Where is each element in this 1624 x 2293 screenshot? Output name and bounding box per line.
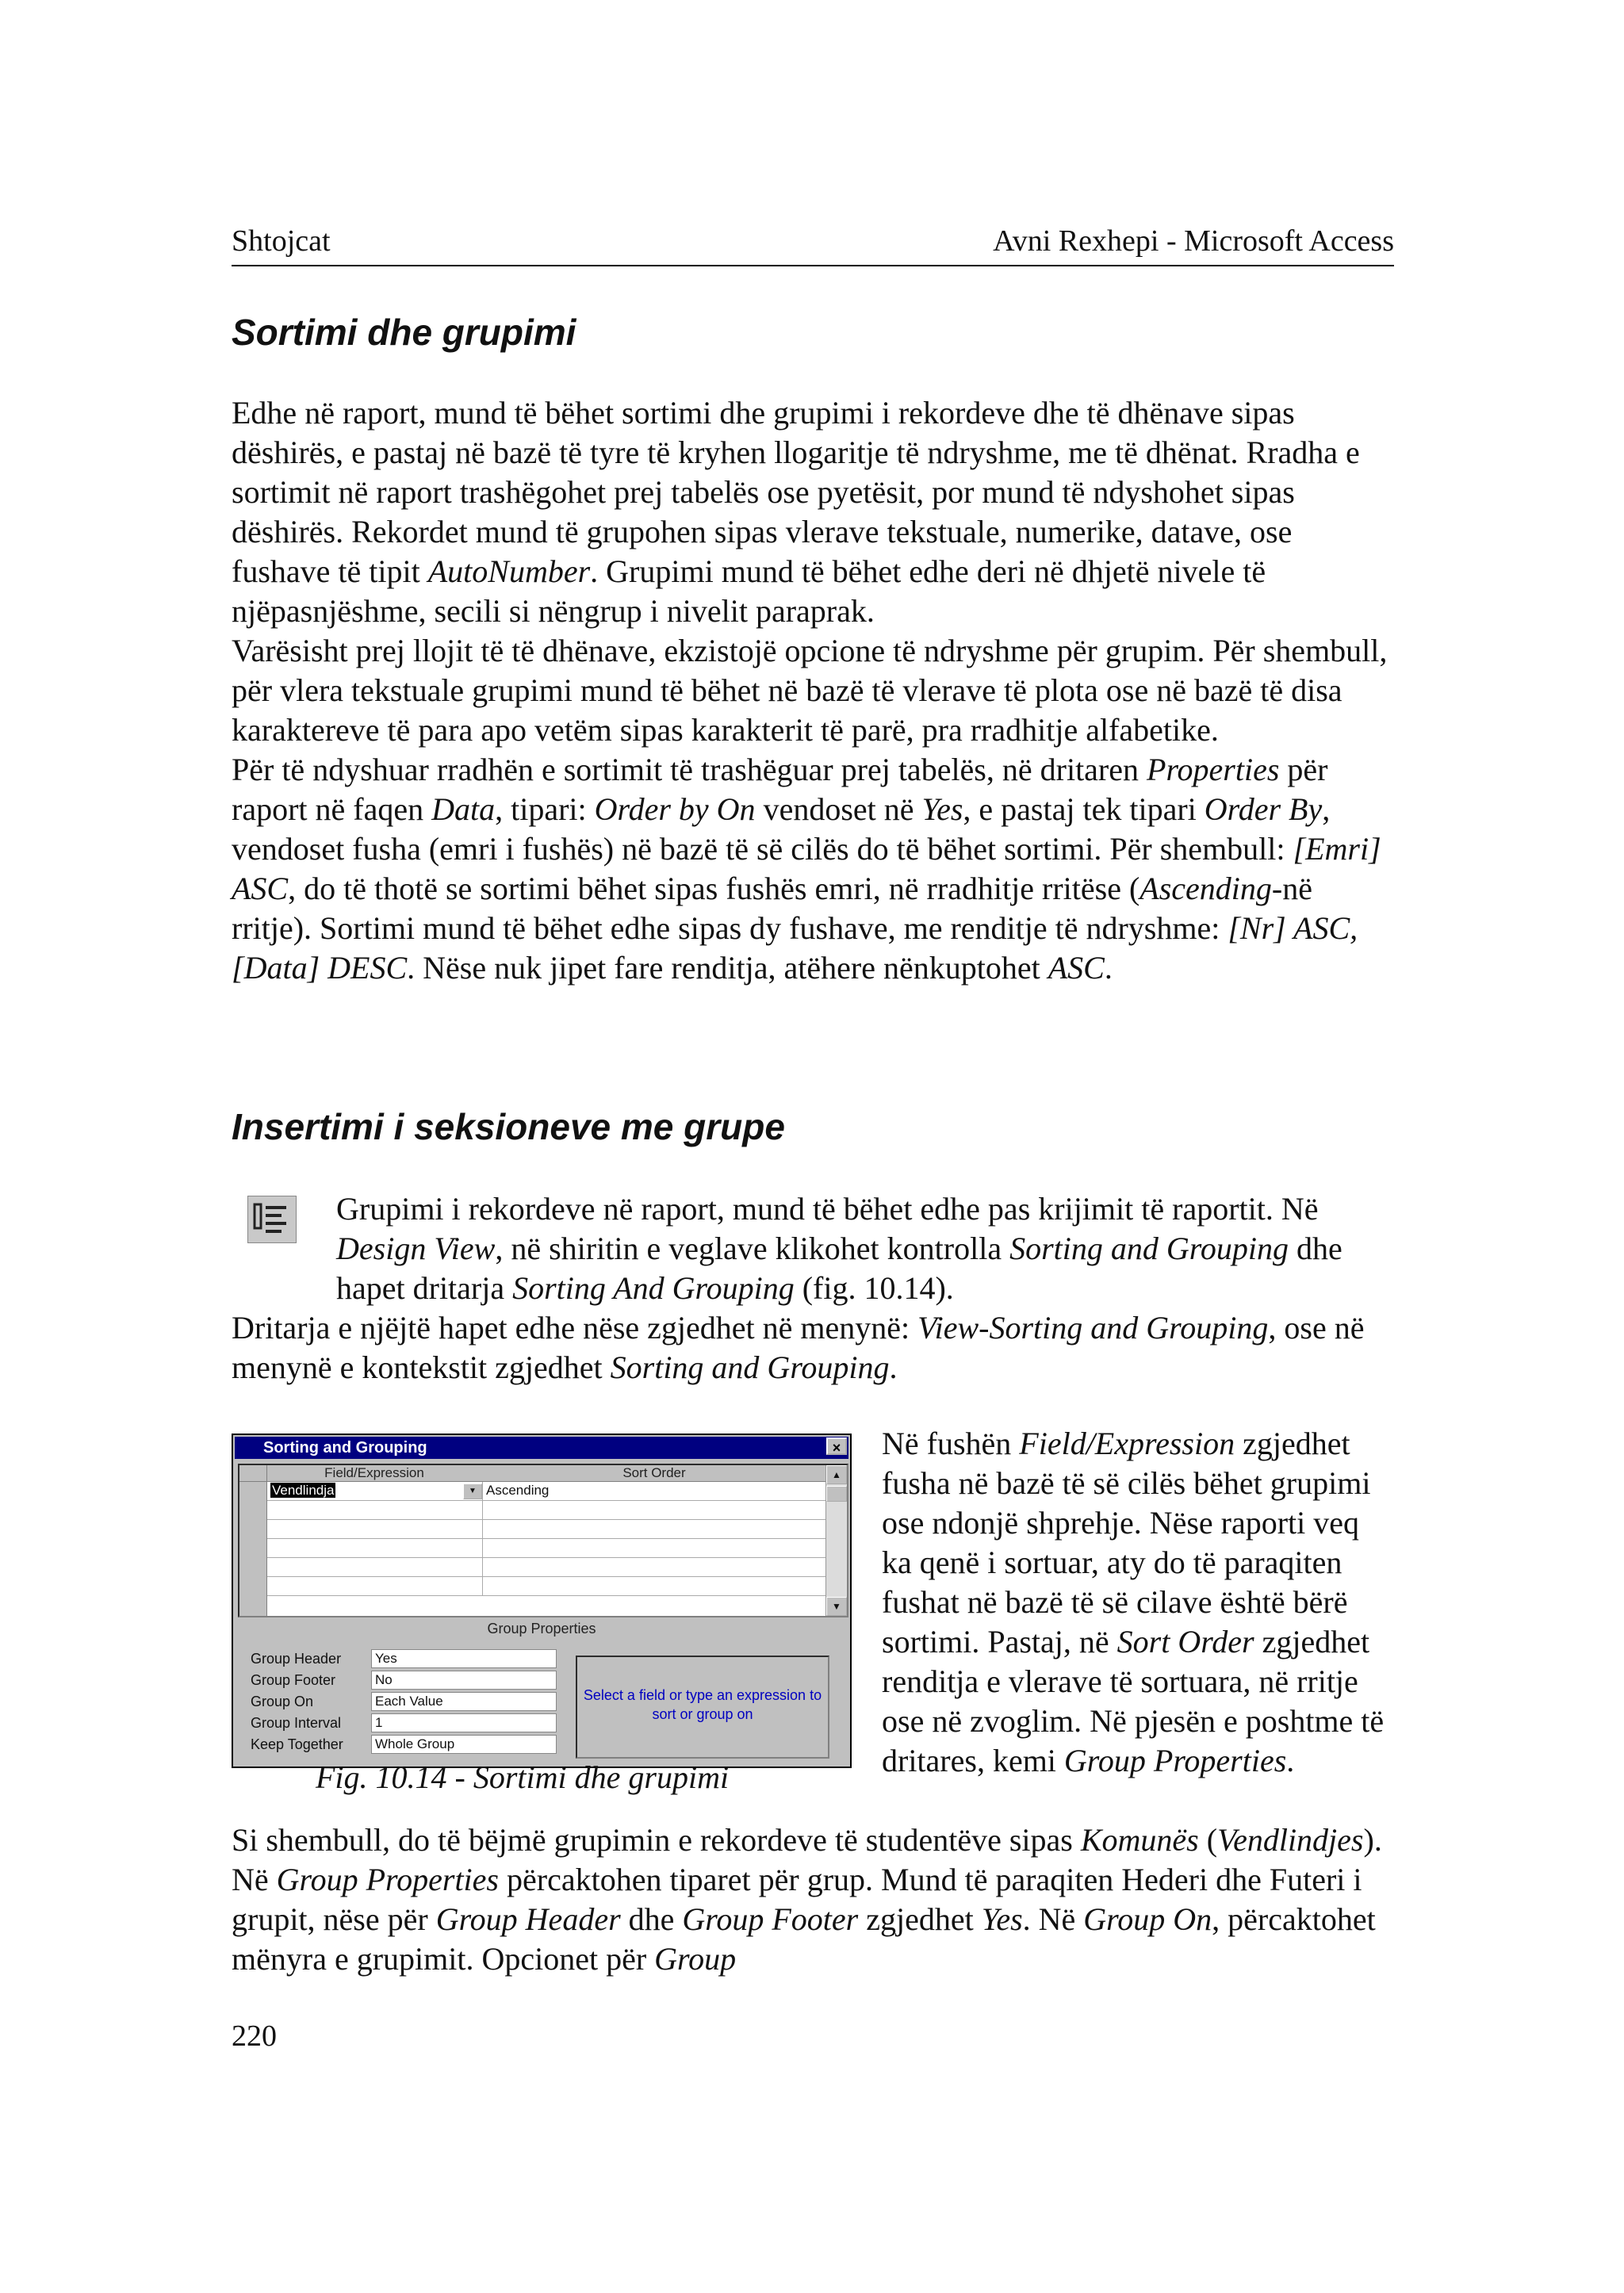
emphasis: Ascending xyxy=(1139,871,1272,906)
emphasis: Properties xyxy=(1147,752,1280,787)
header-left: Shtojcat xyxy=(232,224,331,258)
prop-label: Group On xyxy=(251,1694,314,1709)
sort-order-cell[interactable]: Ascending xyxy=(483,1482,827,1501)
section2-body xyxy=(232,1308,1397,1388)
sorting-grouping-dialog xyxy=(232,1434,852,1768)
emphasis: Vendlindjes xyxy=(1217,1822,1364,1858)
prop-value-group-header[interactable]: Yes xyxy=(371,1649,557,1668)
emphasis: Field/Expression xyxy=(1019,1426,1235,1461)
vertical-scrollbar[interactable] xyxy=(825,1465,847,1616)
section2-body-continued xyxy=(232,1820,1397,1979)
column-header-sort: Sort Order xyxy=(482,1465,827,1482)
scroll-up-icon[interactable]: ▲ xyxy=(826,1465,847,1484)
paragraph: Në fushën Field/Expression zgjedhet fusha në bazë të së cilës bëhet grupimi ose ndonjë shprehje. Nëse raporti veq ka qenë i sortuar, aty do të paraqiten fushat në bazë të së cilave është bërë sortimi. Pastaj, në Sort Order zgjedhet renditja e vlerave të sortuara, në rritje ose në zvoglim. Në pjesën e poshtme të dritares, kemi Group Properties. xyxy=(882,1426,1385,1778)
emphasis: Order By xyxy=(1204,791,1323,827)
sort-grid xyxy=(238,1464,848,1617)
emphasis: Sort Order xyxy=(1116,1624,1254,1659)
side-paragraph xyxy=(882,1424,1389,1781)
empty-cell[interactable] xyxy=(267,1539,483,1558)
empty-cell[interactable] xyxy=(267,1577,483,1596)
row-selector-icon[interactable] xyxy=(239,1482,267,1502)
section2-intro xyxy=(336,1189,1399,1308)
row-selector[interactable] xyxy=(239,1558,267,1578)
section-title-insert-groups: Insertimi i seksioneve me grupe xyxy=(232,1106,785,1147)
paragraph: Dritarja e njëjtë hapet edhe nëse zgjedhet në menynë: View-Sorting and Grouping, ose në menynë e kontekstit zgjedhet Sorting and Grouping. xyxy=(232,1310,1365,1385)
empty-cell[interactable] xyxy=(483,1501,827,1520)
row-selector[interactable] xyxy=(239,1501,267,1521)
emphasis: Sorting and Grouping xyxy=(1009,1231,1289,1266)
dropdown-arrow-icon[interactable]: ▼ xyxy=(463,1483,482,1499)
row-selector[interactable] xyxy=(239,1539,267,1559)
row-selector[interactable] xyxy=(239,1520,267,1540)
emphasis: Group xyxy=(654,1941,737,1977)
paragraph: Grupimi i rekordeve në raport, mund të bëhet edhe pas krijimit të raportit. Në Design View, në shiritin e veglave klikohet kontrolla Sorting and Grouping dhe hapet dritarja Sorting And Grouping (fig. 10.14). xyxy=(336,1191,1342,1306)
emphasis: Design View xyxy=(336,1231,496,1266)
row-selector[interactable] xyxy=(239,1577,267,1597)
emphasis: Data xyxy=(431,791,496,827)
emphasis: Order by On xyxy=(594,791,756,827)
empty-cell[interactable] xyxy=(483,1520,827,1539)
empty-cell[interactable] xyxy=(267,1558,483,1577)
section1-body xyxy=(232,393,1397,988)
scroll-thumb[interactable] xyxy=(826,1486,847,1502)
empty-cell[interactable] xyxy=(483,1577,827,1596)
emphasis: Yes xyxy=(981,1901,1023,1937)
column-header-field: Field/Expression xyxy=(266,1465,483,1482)
empty-cell[interactable] xyxy=(267,1501,483,1520)
group-properties-title: Group Properties xyxy=(487,1621,596,1636)
scroll-down-icon[interactable]: ▼ xyxy=(826,1597,847,1616)
emphasis: Group Header xyxy=(435,1901,621,1937)
sorting-grouping-icon xyxy=(247,1196,297,1243)
prop-value-keep-together[interactable]: Whole Group xyxy=(371,1735,557,1754)
emphasis: Yes xyxy=(921,791,963,827)
paragraph: Edhe në raport, mund të bëhet sortimi dhe grupimi i rekordeve dhe të dhënave sipas dëshirës, e pastaj në bazë të tyre të kryhen llogaritje të ndryshme, me të dhënat. Rradha e sortimit në raport trashëgohet prej tabelës ose pyetësit, por mund të ndyshohet sipas dëshirës. Rekordet mund të grupohen sipas vlerave tekstuale, numerike, datave, ose fushave të tipit AutoNumber. Grupimi mund të bëhet edhe deri në dhjetë nivele të njëpasnjëshme, secili si nëngrup i nivelit paraprak. xyxy=(232,395,1360,629)
dialog-title: Sorting and Grouping xyxy=(235,1437,848,1459)
prop-value-group-on[interactable]: Each Value xyxy=(371,1692,557,1711)
section-title-sorting: Sortimi dhe grupimi xyxy=(232,312,576,353)
help-text: Select a field or type an expression to sort or group on xyxy=(576,1656,829,1759)
emphasis: [Nr] ASC, [Data] DESC xyxy=(232,910,1358,986)
figure-caption: Fig. 10.14 - Sortimi dhe grupimi xyxy=(316,1759,730,1795)
empty-cell[interactable] xyxy=(483,1558,827,1577)
prop-label: Group Header xyxy=(251,1651,342,1667)
emphasis: View-Sorting and Grouping xyxy=(917,1310,1269,1346)
empty-cell[interactable] xyxy=(267,1520,483,1539)
prop-value-group-interval[interactable]: 1 xyxy=(371,1713,557,1732)
emphasis: Komunës xyxy=(1080,1822,1199,1858)
emphasis: Group Footer xyxy=(682,1901,859,1937)
field-expression-cell[interactable] xyxy=(267,1482,483,1501)
paragraph: Si shembull, do të bëjmë grupimin e rekordeve të studentëve sipas Komunës (Vendlindjes). Në Group Properties përcaktohen tiparet për grup. Mund të paraqiten Hederi dhe Futeri i grupit, nëse për Group Header dhe Group Footer zgjedhet Yes. Në Group On, përcaktohet mënyra e grupimit. Opcionet për Group xyxy=(232,1822,1382,1977)
emphasis: [Emri] ASC xyxy=(232,831,1381,906)
paragraph: Varësisht prej llojit të të dhënave, ekzistojë opcione të ndryshme për grupim. Për shembull, për vlera tekstuale grupimi mund të bëhet në bazë të vlerave të plota ose në bazë të disa karaktereve të para apo vetëm sipas karakterit të parë, pra rradhitje alfabetike. xyxy=(232,633,1388,748)
corner xyxy=(239,1465,267,1482)
header-right: Avni Rexhepi - Microsoft Access xyxy=(993,224,1394,258)
prop-label: Group Footer xyxy=(251,1672,336,1688)
prop-value-group-footer[interactable]: No xyxy=(371,1671,557,1690)
emphasis: ASC xyxy=(1048,950,1105,986)
empty-cell[interactable] xyxy=(483,1539,827,1558)
prop-label: Group Interval xyxy=(251,1715,342,1731)
emphasis: Sorting And Grouping xyxy=(512,1270,795,1306)
paragraph: Për të ndyshuar rradhën e sortimit të trashëguar prej tabelës, në dritaren Properties për raport në faqen Data, tipari: Order by On vendoset në Yes, e pastaj tek tipari Order By, vendoset fusha (emri i fushës) në bazë të së cilës do të bëhet sortimi. Për shembull: [Emri] ASC, do të thotë se sortimi bëhet sipas fushës emri, në rradhitje rritëse (Ascending-në rritje). Sortimi mund të bëhet edhe sipas dy fushave, me renditje të ndryshme: [Nr] ASC, [Data] DESC. Nëse nuk jipet fare renditja, atëhere nënkuptohet ASC. xyxy=(232,752,1381,986)
emphasis: Sorting and Grouping xyxy=(610,1349,890,1385)
emphasis: Group Properties xyxy=(1063,1743,1287,1778)
emphasis: AutoNumber xyxy=(427,553,591,589)
prop-label: Keep Together xyxy=(251,1736,343,1752)
emphasis: Group Properties xyxy=(276,1862,499,1897)
close-icon[interactable]: × xyxy=(826,1437,847,1455)
row-selector[interactable] xyxy=(239,1596,267,1617)
page-number: 220 xyxy=(232,2019,277,2053)
field-value: Vendlindja xyxy=(272,1483,335,1498)
emphasis: Group On xyxy=(1083,1901,1212,1937)
page-header xyxy=(232,224,1394,266)
